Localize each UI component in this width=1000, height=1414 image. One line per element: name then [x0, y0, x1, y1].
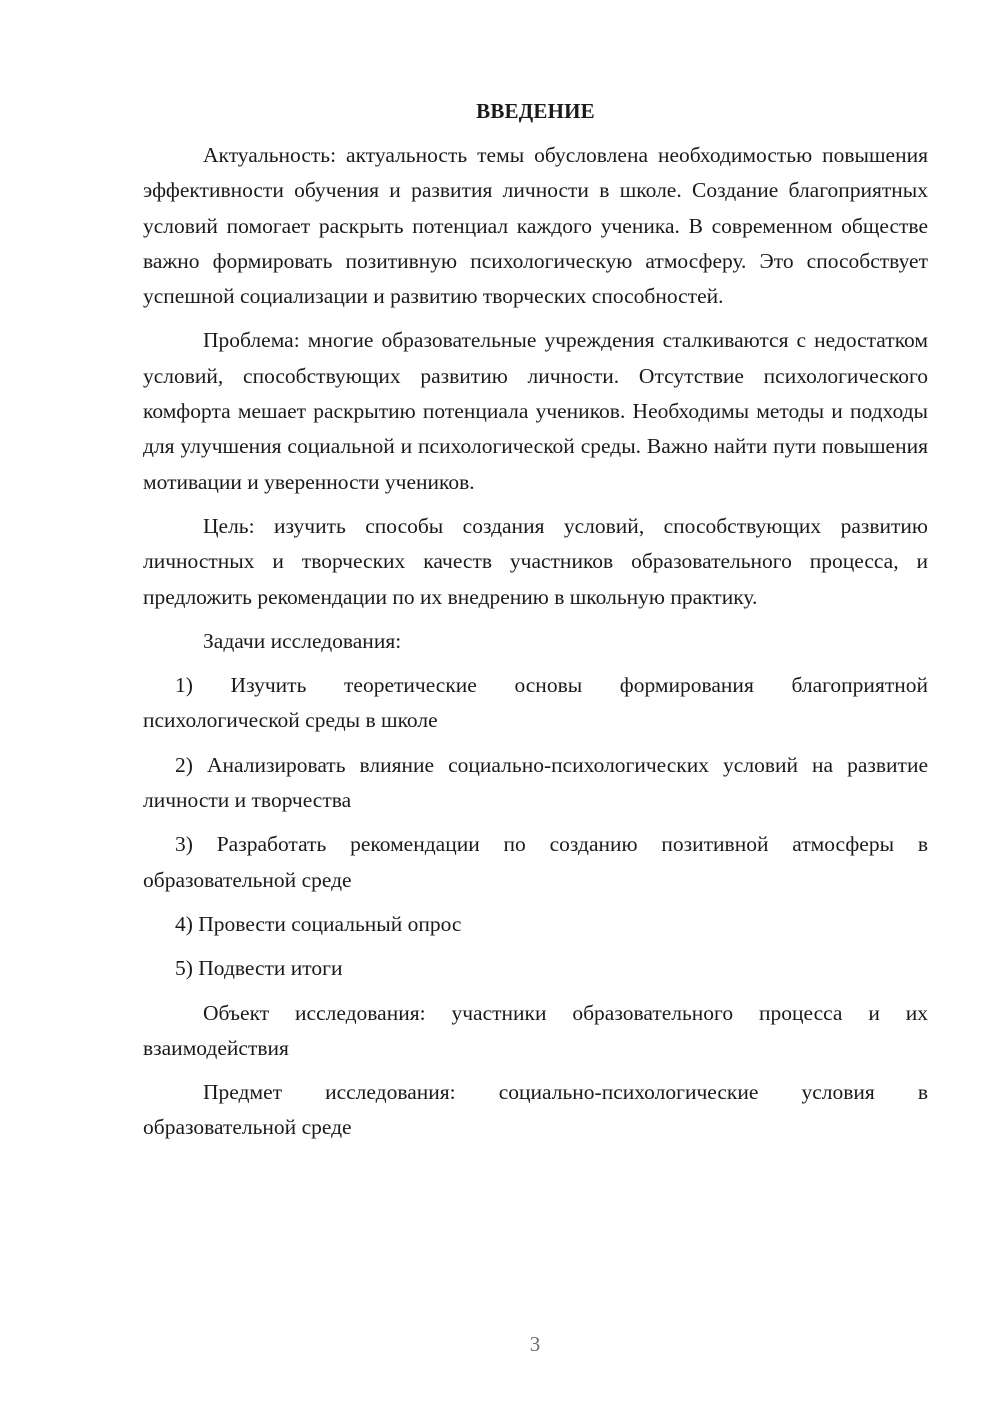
tasks-intro: Задачи исследования: — [203, 628, 402, 653]
paragraph-relevance: Актуальность: актуальность темы обусловлена необходимостью повышения эффективности обучения и развития личности в школе. Создание благоприятных условий помогает раскрыть потенциал каждого ученика. В современном обществе важно формировать позитивную психологическую атмосферу. Это способствует успешной социализации и развитию творческих способностей. — [143, 143, 928, 309]
task-item-2: 2) Анализировать влияние социально-психологических условий на развитие личности и творчества — [143, 752, 928, 813]
task-item-3: 3) Разработать рекомендации по созданию позитивной атмосферы в образовательной среде — [143, 832, 928, 892]
paragraph-object: Объект исследования: участники образовательного процесса и их взаимодействия — [143, 1000, 928, 1060]
task-item-4: 4) Провести социальный опрос — [175, 911, 462, 936]
paragraph-problem: Проблема: многие образовательные учреждения сталкиваются с недостатком условий, способствующих развитию личности. Отсутствие психологического комфорта мешает раскрытию потенциала учеников. Необходимы методы и подходы для улучшения социальной и психологической среды. Важно найти пути повышения мотивации и уверенности учеников. — [143, 328, 928, 494]
paragraph-goal: Цель: изучить способы создания условий, способствующих развитию личностных и творческих качеств участников образовательного процесса, и предложить рекомендации по их внедрению в школьную практику. — [143, 513, 928, 609]
section-heading: ВВЕДЕНИЕ — [476, 99, 595, 123]
page-number: 3 — [529, 1332, 541, 1356]
task-item-1: 1) Изучить теоретические основы формирования благоприятной психологической среды в школе — [143, 673, 928, 733]
page-content — [143, 96, 928, 1155]
paragraph-subject: Предмет исследования: социально-психологические условия в образовательной среде — [143, 1080, 928, 1140]
task-item-5: 5) Подвести итоги — [175, 956, 343, 981]
